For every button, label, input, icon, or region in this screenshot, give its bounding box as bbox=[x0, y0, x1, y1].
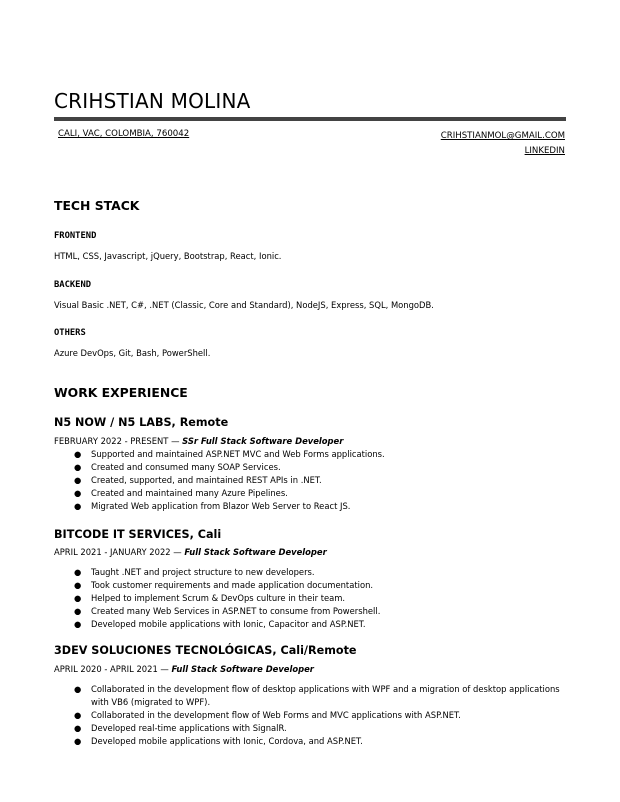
list-item: ● Created many Web Services in ASP.NET to consume from Powershell. bbox=[74, 606, 381, 616]
bullet-icon: ● bbox=[74, 593, 82, 603]
work-experience-heading: WORK EXPERIENCE bbox=[54, 385, 188, 400]
job-meta bbox=[54, 547, 327, 557]
bullet-icon: ● bbox=[74, 475, 82, 485]
job-meta bbox=[54, 436, 343, 446]
bullet-icon: ● bbox=[74, 580, 82, 590]
list-item: ● Created and consumed many SOAP Services. bbox=[74, 462, 281, 472]
list-item: ● Taught .NET and project structure to new developers. bbox=[74, 567, 315, 577]
bullet-icon: ● bbox=[74, 606, 82, 616]
header-rule bbox=[54, 117, 566, 121]
bullet-icon: ● bbox=[74, 736, 82, 746]
job-role: Full Stack Software Developer bbox=[171, 664, 314, 674]
list-item: ● Developed real-time applications with SignalR. bbox=[74, 723, 287, 733]
candidate-name: CRIHSTIAN MOLINA bbox=[54, 89, 251, 113]
job-company: N5 NOW / N5 LABS, Remote bbox=[54, 416, 229, 429]
list-item: ● Collaborated in the development flow of Web Forms and MVC applications with ASP.NET. bbox=[74, 710, 461, 720]
bullet-icon: ● bbox=[74, 501, 82, 511]
list-item: ● Created, supported, and maintained REST APIs in .NET. bbox=[74, 475, 322, 485]
contact-links bbox=[441, 129, 565, 159]
job-company: BITCODE IT SERVICES, Cali bbox=[54, 528, 222, 541]
job-role: SSr Full Stack Software Developer bbox=[182, 436, 344, 446]
bullet-icon: ● bbox=[74, 488, 82, 498]
address-link[interactable]: CALI, VAC, COLOMBIA, 760042 bbox=[58, 129, 190, 139]
list-item: ● Developed mobile applications with Ionic, Cordova, and ASP.NET. bbox=[74, 736, 363, 746]
job-dates: APRIL 2020 - APRIL 2021 — bbox=[54, 664, 172, 674]
bullet-icon: ● bbox=[74, 619, 82, 629]
linkedin-link[interactable]: LINKEDIN bbox=[524, 146, 565, 156]
job-bullets bbox=[54, 683, 566, 748]
job-bullets bbox=[54, 448, 566, 513]
list-item: ● Took customer requirements and made application documentation. bbox=[74, 580, 374, 590]
others-text: Azure DevOps, Git, Bash, PowerShell. bbox=[54, 348, 211, 358]
list-item: ● Migrated Web application from Blazor Web Server to React JS. bbox=[74, 501, 351, 511]
list-item: ● Developed mobile applications with Ionic, Capacitor and ASP.NET. bbox=[74, 619, 366, 629]
backend-text: Visual Basic .NET, C#, .NET (Classic, Core and Standard), NodeJS, Express, SQL, MongoDB. bbox=[54, 300, 434, 310]
tech-stack-heading: TECH STACK bbox=[54, 198, 140, 213]
frontend-text: HTML, CSS, Javascript, jQuery, Bootstrap, React, Ionic. bbox=[54, 251, 282, 261]
bullet-icon: ● bbox=[74, 684, 82, 694]
email-link[interactable]: CRIHSTIANMOL@GMAIL.COM bbox=[440, 131, 565, 141]
job-bullets bbox=[54, 566, 566, 631]
list-item: ● Collaborated in the development flow of desktop applications with WPF and a migration of desktop applications with VB6 (migrated to WPF). bbox=[74, 684, 560, 707]
list-item: ● Created and maintained many Azure Pipelines. bbox=[74, 488, 288, 498]
frontend-label: FRONTEND bbox=[54, 231, 97, 241]
bullet-icon: ● bbox=[74, 723, 82, 733]
job-meta bbox=[54, 664, 314, 674]
job-dates: FEBRUARY 2022 - PRESENT — bbox=[54, 436, 183, 446]
bullet-icon: ● bbox=[74, 567, 82, 577]
list-item: ● Supported and maintained ASP.NET MVC and Web Forms applications. bbox=[74, 449, 385, 459]
job-company: 3DEV SOLUCIONES TECNOLÓGICAS, Cali/Remote bbox=[54, 644, 357, 657]
bullet-icon: ● bbox=[74, 710, 82, 720]
backend-label: BACKEND bbox=[54, 280, 92, 290]
bullet-icon: ● bbox=[74, 462, 82, 472]
job-dates: APRIL 2021 - JANUARY 2022 — bbox=[54, 547, 185, 557]
list-item: ● Helped to implement Scrum & DevOps culture in their team. bbox=[74, 593, 346, 603]
bullet-icon: ● bbox=[74, 449, 82, 459]
others-label: OTHERS bbox=[54, 328, 86, 338]
job-role: Full Stack Software Developer bbox=[184, 547, 327, 557]
